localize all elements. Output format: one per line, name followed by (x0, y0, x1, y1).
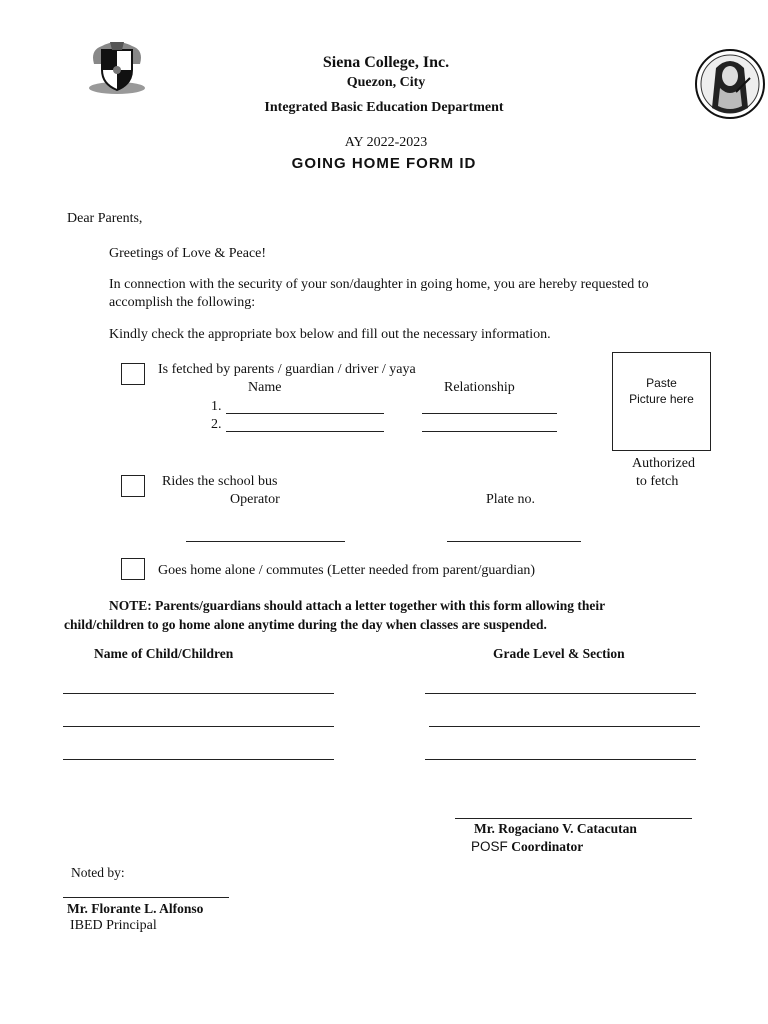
name-header: Name (248, 380, 282, 395)
principal-name: Mr. Florante L. Alfonso (67, 901, 204, 916)
plate-header: Plate no. (486, 492, 535, 507)
grade-section-line-2[interactable] (429, 726, 700, 727)
noted-by-label: Noted by: (71, 865, 125, 880)
paste-label: Paste (646, 376, 677, 390)
principal-title: IBED Principal (70, 918, 157, 933)
row-number-1: 1. (211, 399, 222, 414)
note-line-1: NOTE: Parents/guardians should attach a letter together with this form allowing their (109, 598, 606, 613)
coordinator-signature-line[interactable] (455, 818, 692, 819)
fetcher-relationship-line-2[interactable] (422, 431, 557, 432)
row-number-2: 2. (211, 417, 222, 432)
child-name-line-1[interactable] (63, 693, 334, 694)
grade-section-line-1[interactable] (425, 693, 696, 694)
school-city: Quezon, City (346, 75, 426, 90)
greeting: Greetings of Love & Peace! (109, 246, 267, 261)
child-name-line-2[interactable] (63, 726, 334, 727)
fetcher-name-line-1[interactable] (226, 413, 384, 414)
fetcher-name-line-2[interactable] (226, 431, 384, 432)
fetched-checkbox[interactable] (121, 363, 145, 385)
coordinator-title (471, 839, 583, 856)
authorized-caption: Authorized (632, 456, 695, 471)
goes-home-alone-label: Goes home alone / commutes (Letter needed from parent/guardian) (158, 563, 536, 578)
coordinator-name: Mr. Rogaciano V. Catacutan (474, 821, 637, 836)
school-seal-logo (86, 36, 148, 96)
operator-header: Operator (230, 492, 280, 507)
child-name-header: Name of Child/Children (94, 646, 234, 661)
intro-line-2: accomplish the following: (109, 295, 256, 310)
intro-line-1: In connection with the security of your son/daughter in going home, you are hereby requested to (109, 277, 649, 292)
saint-portrait-logo (694, 48, 766, 120)
school-name: Siena College, Inc. (322, 54, 450, 71)
salutation: Dear Parents, (67, 211, 143, 226)
relationship-header: Relationship (444, 380, 515, 395)
picture-here-label: Picture here (629, 392, 694, 406)
form-title: GOING HOME FORM ID (291, 155, 477, 172)
paste-picture-box (612, 352, 711, 451)
grade-section-line-3[interactable] (425, 759, 696, 760)
fetcher-relationship-line-1[interactable] (422, 413, 557, 414)
instruction: Kindly check the appropriate box below and fill out the necessary information. (109, 327, 551, 342)
goes-home-alone-checkbox[interactable] (121, 558, 145, 580)
grade-section-header: Grade Level & Section (493, 646, 625, 661)
coordinator-title-prefix: POSF (471, 839, 508, 854)
fetched-label: Is fetched by parents / guardian / driver / yaya (158, 362, 416, 377)
department-name: Integrated Basic Education Department (264, 100, 504, 115)
school-bus-label: Rides the school bus (162, 474, 278, 489)
academic-year: AY 2022-2023 (344, 135, 428, 150)
plate-line[interactable] (447, 541, 581, 542)
principal-signature-line[interactable] (63, 897, 229, 898)
operator-line[interactable] (186, 541, 345, 542)
school-bus-checkbox[interactable] (121, 475, 145, 497)
to-fetch-caption: to fetch (636, 474, 679, 489)
note-line-2: child/children to go home alone anytime during the day when classes are suspended. (64, 617, 547, 632)
coordinator-title-suffix: Coordinator (511, 839, 584, 854)
child-name-line-3[interactable] (63, 759, 334, 760)
